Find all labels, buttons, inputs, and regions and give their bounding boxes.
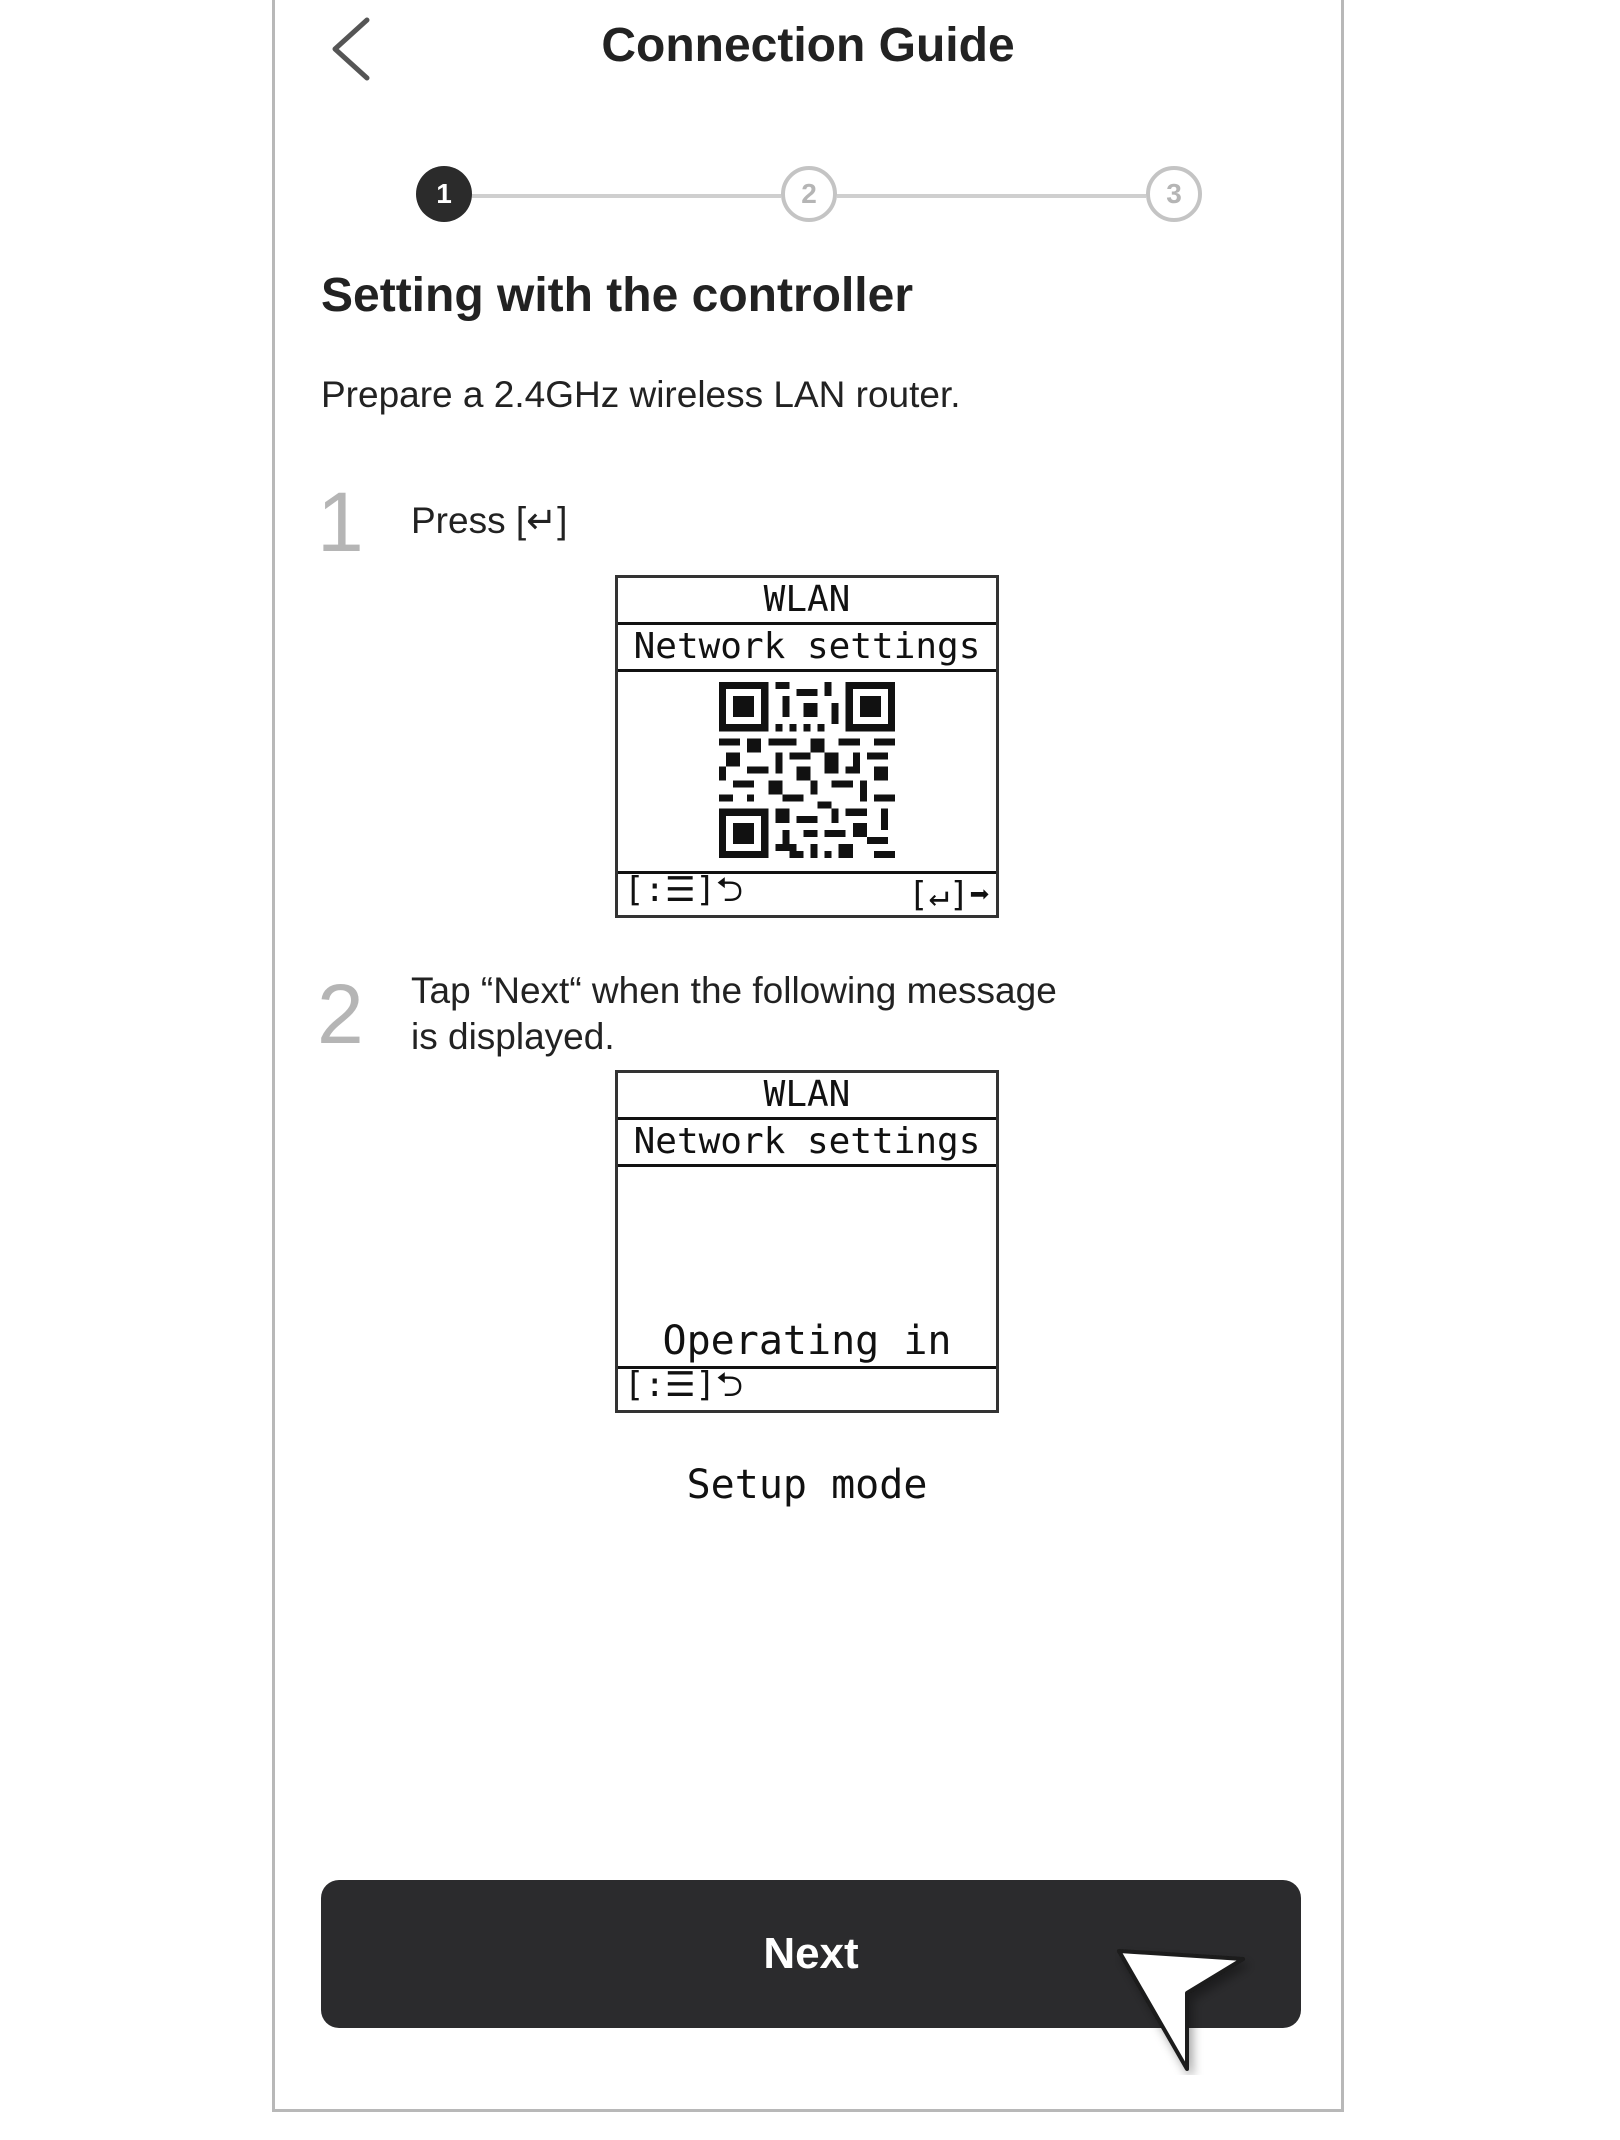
- enter-next-key-icon: [↵]➡: [908, 874, 990, 915]
- controller-screen-setup: [615, 1070, 999, 1508]
- screen-message-line1: Operating in: [662, 1318, 952, 1364]
- step-2: 2: [781, 166, 837, 222]
- section-heading: Setting with the controller: [321, 269, 914, 322]
- step-connector: [472, 194, 781, 198]
- qr-code-icon: [719, 682, 895, 858]
- instruction-number-1: 1: [317, 475, 364, 569]
- screen-message-line2: Setup mode: [686, 1462, 928, 1508]
- instruction-text-2: [411, 968, 1057, 1060]
- step-3: 3: [1146, 166, 1202, 222]
- page-title: Connection Guide: [601, 19, 1015, 72]
- back-menu-key-icon: [:☰]⮌: [624, 870, 744, 910]
- intro-text: Prepare a 2.4GHz wireless LAN router.: [321, 374, 961, 415]
- screen-subtitle: Network settings: [618, 1120, 996, 1167]
- back-menu-key-icon: [:☰]⮌: [624, 1365, 744, 1405]
- screen-subtitle: Network settings: [618, 625, 996, 672]
- step-1: 1: [416, 166, 472, 222]
- screen-title: WLAN: [618, 1073, 996, 1120]
- instruction-text-2-line1: Tap “Next“ when the following message: [411, 970, 1057, 1011]
- phone-frame: [272, 0, 1344, 2112]
- progress-stepper: [416, 166, 1202, 226]
- screen-footer: [618, 871, 996, 915]
- controller-screen-qr: [615, 575, 999, 918]
- next-button[interactable]: Next: [321, 1880, 1301, 2028]
- instruction-number-2: 2: [317, 967, 364, 1061]
- instruction-text-1: Press [↵]: [411, 500, 568, 541]
- screen-title: WLAN: [618, 578, 996, 625]
- screen-footer: [618, 1366, 996, 1410]
- instruction-text-2-line2: is displayed.: [411, 1016, 615, 1057]
- cursor-pointer-icon: [1115, 1945, 1255, 2075]
- step-connector: [837, 194, 1146, 198]
